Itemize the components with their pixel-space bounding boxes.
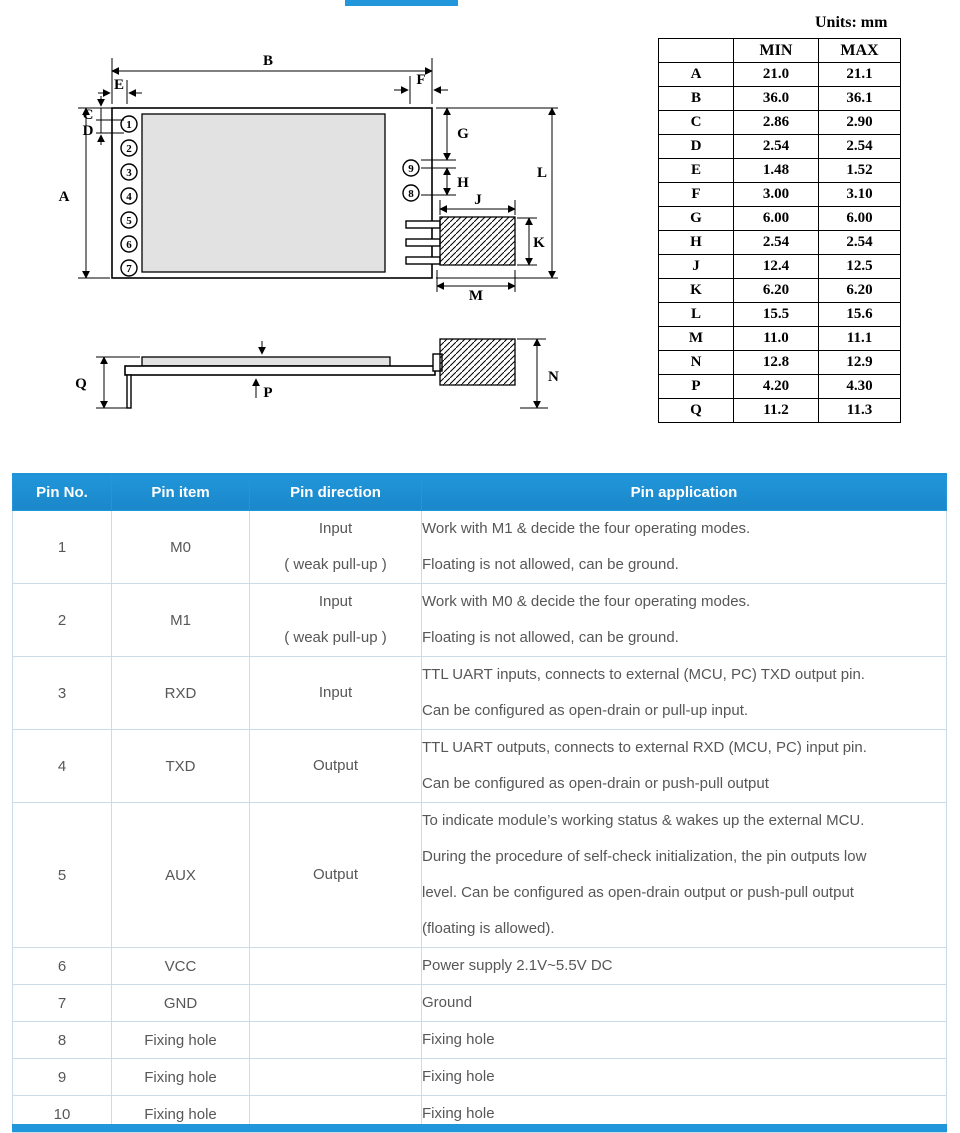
dim-min-cell: 11.0 [734, 327, 819, 351]
dim-row [659, 111, 901, 135]
pin-row [13, 1059, 947, 1096]
dim-max-cell: 2.54 [819, 135, 901, 159]
dim-max-cell: 3.10 [819, 183, 901, 207]
dim-label-cell: P [659, 375, 734, 399]
pin-direction-line: ( weak pull-up ) [284, 629, 387, 646]
dim-label-J: J [474, 192, 482, 208]
dim-label-F: F [416, 72, 426, 88]
pin-application-line: Can be configured as open-drain or pull-up input. [422, 702, 749, 719]
pin-item-cell: RXD [112, 657, 250, 730]
pin-item-cell: Fixing hole [112, 1096, 250, 1133]
dim-min-cell: 6.20 [734, 279, 819, 303]
dim-header-blank [659, 39, 734, 63]
dim-row [659, 135, 901, 159]
dim-label-cell: F [659, 183, 734, 207]
pin-application-cell [422, 948, 947, 985]
dim-max-cell: 12.5 [819, 255, 901, 279]
pin-no-cell: 5 [13, 803, 112, 948]
dim-row [659, 231, 901, 255]
dimension-table [658, 38, 901, 423]
dim-label-N: N [548, 369, 559, 385]
dim-min-cell: 3.00 [734, 183, 819, 207]
pin-direction-cell [250, 730, 422, 803]
pin-application-line: Ground [422, 994, 473, 1011]
pin-application-cell [422, 584, 947, 657]
dim-row [659, 207, 901, 231]
pin-no-cell: 4 [13, 730, 112, 803]
pin-no-cell: 2 [13, 584, 112, 657]
pin-header-application: Pin application [422, 474, 947, 511]
pin-definition-table [12, 473, 947, 1133]
pin-row [13, 730, 947, 803]
pin-direction-line: Output [312, 757, 359, 774]
pin-no-cell: 7 [13, 985, 112, 1022]
dim-label-H: H [457, 175, 469, 191]
pin-direction-line: Input [318, 593, 353, 610]
dim-label-cell: A [659, 63, 734, 87]
pin-application-line: TTL UART outputs, connects to external RXD (MCU, PC) input pin. [422, 739, 867, 756]
dim-row [659, 375, 901, 399]
pin-direction-cell [250, 1059, 422, 1096]
dim-row [659, 327, 901, 351]
dim-label-K: K [533, 235, 545, 251]
dim-min-cell: 21.0 [734, 63, 819, 87]
dim-row [659, 255, 901, 279]
pin-application-cell [422, 657, 947, 730]
dim-max-cell: 11.3 [819, 399, 901, 423]
dim-label-P: P [263, 385, 273, 401]
dim-row [659, 63, 901, 87]
dim-label-cell: G [659, 207, 734, 231]
dim-max-cell: 2.54 [819, 231, 901, 255]
pin-application-line: Fixing hole [422, 1068, 495, 1085]
dim-row [659, 159, 901, 183]
svg-text:4: 4 [126, 191, 132, 203]
pin-application-line: Fixing hole [422, 1031, 495, 1048]
pin-application-line: Can be configured as open-drain or push-pull output [422, 775, 769, 792]
pin-row [13, 985, 947, 1022]
dim-label-cell: L [659, 303, 734, 327]
pin-direction-line: Output [312, 866, 359, 883]
svg-text:2: 2 [126, 143, 132, 155]
pin-direction-line: Input [318, 520, 353, 537]
pin-no-cell: 9 [13, 1059, 112, 1096]
pin-no-cell: 6 [13, 948, 112, 985]
pin-row [13, 511, 947, 584]
pin-item-cell: VCC [112, 948, 250, 985]
pin-application-line: Floating is not allowed, can be ground. [422, 629, 679, 646]
module-dimension-drawing [0, 0, 640, 450]
pin-circle-1 [121, 116, 137, 132]
pin-no-cell: 3 [13, 657, 112, 730]
pin-direction-line: Input [318, 684, 353, 701]
pin-circle-5 [121, 212, 137, 228]
pin-row [13, 803, 947, 948]
dim-label-L: L [536, 165, 548, 181]
pin-item-cell: Fixing hole [112, 1059, 250, 1096]
svg-text:3: 3 [126, 167, 132, 179]
pin-item-cell: M1 [112, 584, 250, 657]
dim-max-cell: 1.52 [819, 159, 901, 183]
pin-no-cell: 1 [13, 511, 112, 584]
dim-max-cell: 6.20 [819, 279, 901, 303]
pin-circle-9 [403, 160, 419, 176]
pin-direction-cell [250, 985, 422, 1022]
pin-row [13, 657, 947, 730]
cropped-next-table-header [12, 1124, 947, 1132]
pin-application-line: Fixing hole [422, 1105, 495, 1122]
dim-max-cell: 4.30 [819, 375, 901, 399]
pin-direction-cell [250, 657, 422, 730]
pin-application-line: (floating is allowed). [422, 920, 555, 937]
pin-circle-2 [121, 140, 137, 156]
pin-circle-4 [121, 188, 137, 204]
antenna-coil [440, 217, 515, 265]
dim-max-cell: 2.90 [819, 111, 901, 135]
pin-item-cell: GND [112, 985, 250, 1022]
pin-application-cell [422, 1059, 947, 1096]
dim-label-cell: D [659, 135, 734, 159]
module-side-view [125, 339, 515, 408]
antenna-coil-side [440, 339, 515, 385]
svg-text:7: 7 [126, 263, 132, 275]
svg-text:5: 5 [126, 215, 132, 227]
dim-label-E: E [113, 77, 125, 93]
pin-item-cell: TXD [112, 730, 250, 803]
dim-min-cell: 2.54 [734, 231, 819, 255]
pin-row [13, 1022, 947, 1059]
units-label: Units: mm [815, 14, 888, 31]
dim-min-cell: 15.5 [734, 303, 819, 327]
pin-direction-cell [250, 1022, 422, 1059]
pin-direction-cell [250, 948, 422, 985]
pin-application-cell [422, 511, 947, 584]
dim-min-cell: 2.54 [734, 135, 819, 159]
dim-min-cell: 6.00 [734, 207, 819, 231]
pin-application-line: Floating is not allowed, can be ground. [422, 556, 679, 573]
pin-item-cell: M0 [112, 511, 250, 584]
dim-label-D: D [82, 123, 94, 139]
svg-text:1: 1 [126, 119, 132, 131]
dim-min-cell: 1.48 [734, 159, 819, 183]
dim-header-max: MAX [819, 39, 901, 63]
pin-header-no: Pin No. [13, 474, 112, 511]
pin-application-line: Work with M0 & decide the four operating modes. [422, 593, 751, 610]
pin-header-item: Pin item [112, 474, 250, 511]
dim-row [659, 279, 901, 303]
dim-min-cell: 36.0 [734, 87, 819, 111]
dim-row [659, 303, 901, 327]
pin-header-row [13, 474, 947, 511]
pin-header-direction: Pin direction [250, 474, 422, 511]
pin-circle-8 [403, 185, 419, 201]
pin-application-line: To indicate module’s working status & wakes up the external MCU. [422, 812, 865, 829]
module-top-view [112, 108, 515, 278]
pin-row [13, 948, 947, 985]
svg-text:6: 6 [126, 239, 132, 251]
dim-row [659, 183, 901, 207]
dim-max-cell: 15.6 [819, 303, 901, 327]
dim-max-cell: 36.1 [819, 87, 901, 111]
pin-direction-cell [250, 803, 422, 948]
dim-label-cell: J [659, 255, 734, 279]
dim-label-cell: B [659, 87, 734, 111]
dim-min-cell: 4.20 [734, 375, 819, 399]
dim-label-A: A [58, 189, 70, 205]
pin-application-line: level. Can be configured as open-drain output or push-pull output [422, 884, 854, 901]
dim-min-cell: 12.4 [734, 255, 819, 279]
dim-label-cell: N [659, 351, 734, 375]
pin-circle-6 [121, 236, 137, 252]
dim-label-cell: K [659, 279, 734, 303]
pin-no-cell: 10 [13, 1096, 112, 1133]
pin-direction-cell [250, 584, 422, 657]
pin-item-cell: Fixing hole [112, 1022, 250, 1059]
pin-application-cell [422, 730, 947, 803]
dim-row [659, 351, 901, 375]
dim-header-min: MIN [734, 39, 819, 63]
dim-min-cell: 11.2 [734, 399, 819, 423]
pin-circle-7 [121, 260, 137, 276]
dim-label-B: B [262, 53, 274, 69]
svg-text:9: 9 [408, 163, 414, 175]
dim-min-cell: 2.86 [734, 111, 819, 135]
dim-max-cell: 6.00 [819, 207, 901, 231]
dim-label-Q: Q [75, 376, 87, 392]
dim-max-cell: 11.1 [819, 327, 901, 351]
dim-header-row [659, 39, 901, 63]
dim-row [659, 399, 901, 423]
dim-label-cell: C [659, 111, 734, 135]
dim-row [659, 87, 901, 111]
dim-min-cell: 12.8 [734, 351, 819, 375]
dim-label-cell: H [659, 231, 734, 255]
pin-application-cell [422, 803, 947, 948]
pin-direction-cell [250, 511, 422, 584]
dim-label-cell: Q [659, 399, 734, 423]
pin-item-cell: AUX [112, 803, 250, 948]
pin-row [13, 584, 947, 657]
dim-max-cell: 21.1 [819, 63, 901, 87]
pin-circle-3 [121, 164, 137, 180]
dim-label-C: C [82, 107, 94, 123]
svg-text:8: 8 [408, 188, 414, 200]
pin-no-cell: 8 [13, 1022, 112, 1059]
pin-application-line: Power supply 2.1V~5.5V DC [422, 957, 613, 974]
pin-application-cell [422, 985, 947, 1022]
dim-label-cell: M [659, 327, 734, 351]
pin-direction-line: ( weak pull-up ) [284, 556, 387, 573]
dim-max-cell: 12.9 [819, 351, 901, 375]
pin-application-cell [422, 1022, 947, 1059]
pin-application-line: During the procedure of self-check initialization, the pin outputs low [422, 848, 867, 865]
dim-label-G: G [457, 126, 469, 142]
dim-label-M: M [468, 288, 484, 304]
dim-label-cell: E [659, 159, 734, 183]
pin-application-line: TTL UART inputs, connects to external (MCU, PC) TXD output pin. [422, 666, 865, 683]
pin-application-line: Work with M1 & decide the four operating modes. [422, 520, 751, 537]
